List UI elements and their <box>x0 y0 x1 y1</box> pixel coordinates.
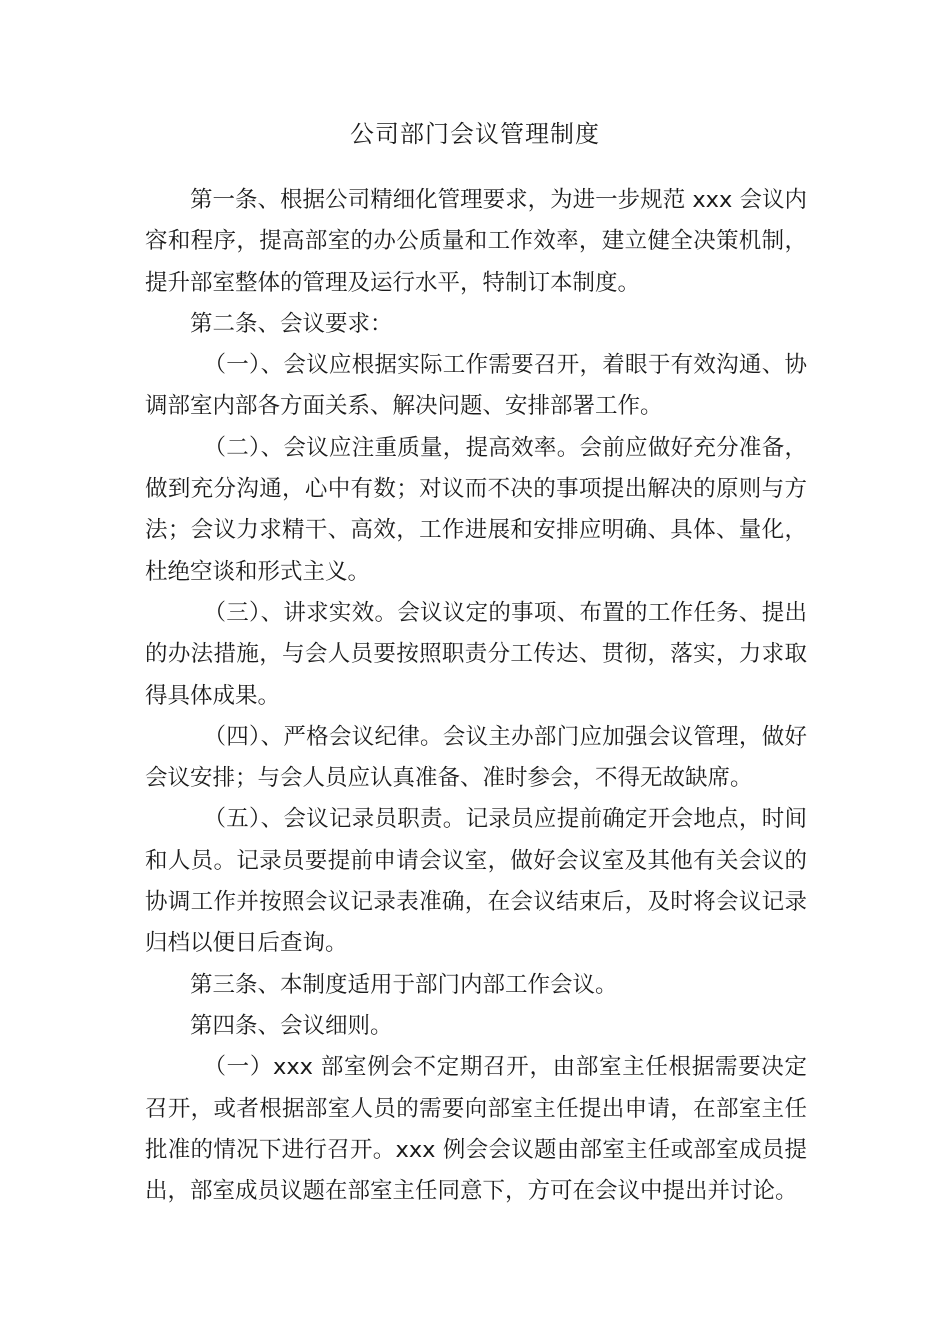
article-2-item-2: （二）、会议应注重质量，提高效率。会前应做好充分准备，做到充分沟通，心中有数；对议而不决的事项提出解决的原则与方法；会议力求精干、高效，工作进展和安排应明确、具体、量化，杜绝空谈和形式主义。 <box>145 434 807 585</box>
article-2-item-3: （三）、讲求实效。会议议定的事项、布置的工作任务、提出的办法措施，与会人员要按照职责分工传达、贯彻，落实，力求取得具体成果。 <box>145 599 807 709</box>
document-body <box>145 180 807 1212</box>
article-2-item-1: （一）、会议应根据实际工作需要召开，着眼于有效沟通、协调部室内部各方面关系、解决问题、安排部署工作。 <box>145 352 807 420</box>
article-4-heading: 第四条、会议细则。 <box>190 1012 393 1039</box>
article-4-item-1: （一）xxx 部室例会不定期召开，由部室主任根据需要决定召开，或者根据部室人员的需要向部室主任提出申请，在部室主任批准的情况下进行召开。xxx 例会会议题由部室主任或部室成员提出，部室成员议题在部室主任同意下，方可在会议中提出并讨论。 <box>145 1054 807 1205</box>
article-2-item-4: （四）、严格会议纪律。会议主办部门应加强会议管理，做好会议安排；与会人员应认真准备、准时参会，不得无故缺席。 <box>145 723 807 792</box>
article-2-item-5: （五）、会议记录员职责。记录员应提前确定开会地点，时间和人员。记录员要提前申请会议室，做好会议室及其他有关会议的协调工作并按照会议记录表准确，在会议结束后，及时将会议记录归档以便日后查询。 <box>145 806 807 957</box>
article-2-heading: 第二条、会议要求： <box>190 310 393 337</box>
document-title: 公司部门会议管理制度 <box>350 120 600 148</box>
article-1-paragraph: 第一条、根据公司精细化管理要求，为进一步规范 xxx 会议内容和程序，提高部室的办公质量和工作效率，建立健全决策机制，提升部室整体的管理及运行水平，特制订本制度。 <box>145 187 807 296</box>
article-3-paragraph: 第三条、本制度适用于部门内部工作会议。 <box>190 971 618 998</box>
